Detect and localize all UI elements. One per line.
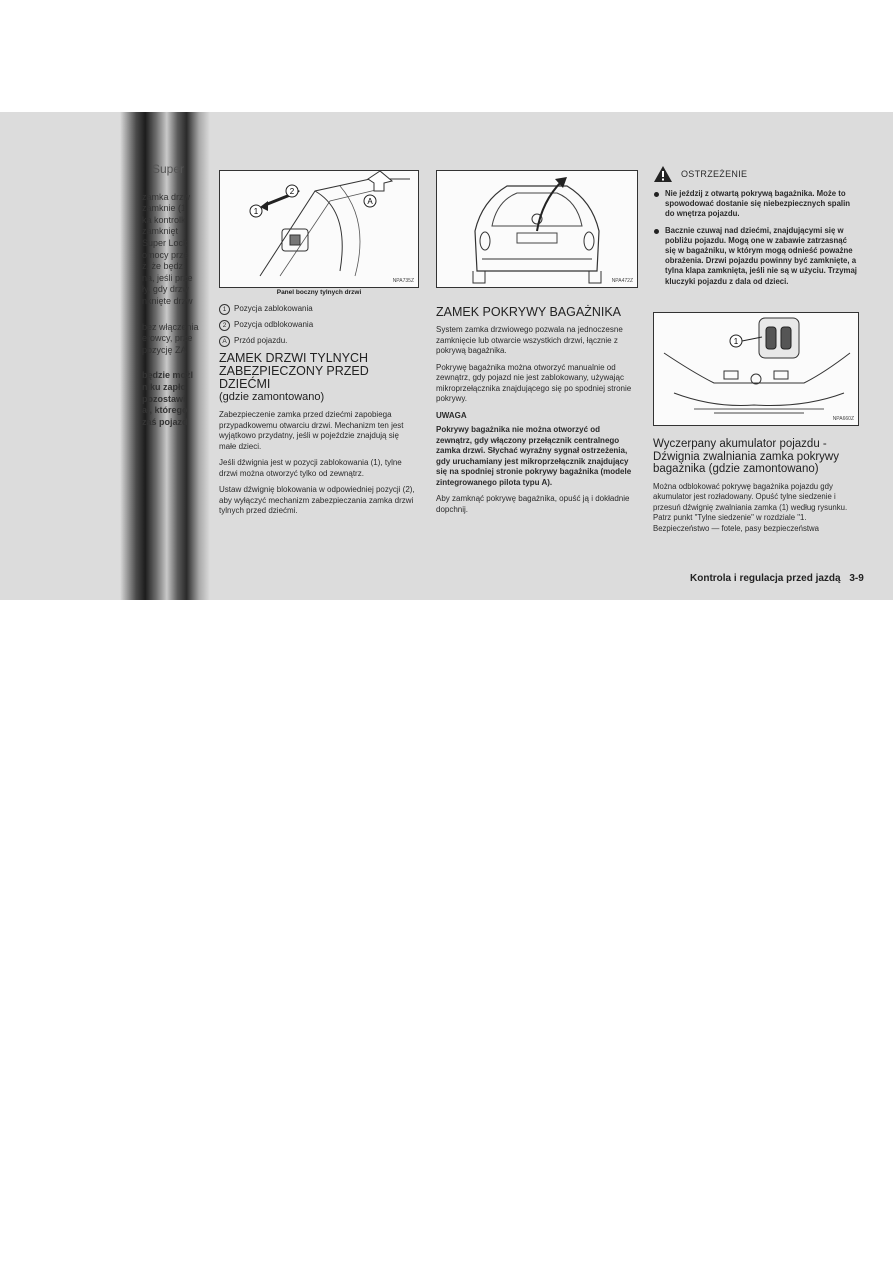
left-line: zamknięt: [142, 226, 179, 237]
legend-marker: A: [219, 336, 230, 347]
legend-item: [219, 320, 417, 331]
middle-column: [436, 306, 636, 521]
left-page-heading: Super: [152, 162, 185, 176]
trunk-figure: [436, 170, 638, 288]
left-line: niku zapło: [142, 381, 187, 392]
left-line: ż, że będz: [142, 261, 184, 272]
door-panel-illustration: [220, 171, 418, 287]
left-line: ka kontrolk: [142, 214, 186, 225]
fig1-code: NPA735Z: [392, 278, 414, 284]
child-lock-subtitle: (gdzie zamontowano): [219, 391, 325, 403]
release-lever-figure: [653, 312, 859, 426]
car-rear-illustration: [437, 171, 637, 287]
trunk-lock-paragraph: System zamka drzwiowego pozwala na jednoczesne zamknięcie lub otwarcie wszystkich drzwi, łącznie z pokrywą bagażnika.: [436, 325, 623, 355]
left-line: erowcy, prze: [142, 333, 193, 344]
left-line: ły, gdy drzw: [142, 284, 189, 295]
page-footer: [690, 573, 864, 584]
left-line: bez włączenia: [142, 321, 199, 332]
warning-header: [653, 165, 857, 183]
battery-section: [653, 438, 857, 540]
left-line: zamknie (1: [142, 203, 187, 214]
trunk-floor-illustration: [654, 313, 858, 425]
legend-marker: 1: [219, 304, 230, 315]
fig2-code: NPA472Z: [611, 278, 633, 284]
child-lock-paragraph: Jeśli dźwignia jest w pozycji zablokowania (1), tylne drzwi można otworzyć tylko od zewnątrz.: [219, 458, 402, 478]
note-text: Pokrywy bagażnika nie można otworzyć od zewnątrz, gdy włączony przełącznik centralnego zamka drzwi. Słychać wyraźny sygnał ostrzeżenia, gdy uruchamiany jest mikroprzełącznik znajdujący się na spodniej stronie pokrywy bagażnika (modele zintegrowanego pilota typu A).: [436, 425, 632, 487]
left-line: zaś pojazd: [142, 416, 188, 427]
warning-item: Bacznie czuwaj nad dziećmi, znajdującymi się w pobliżu pojazdu. Mogą one w zabawie zatrzasnąć się w bagażniku, w którym mogą odnieść poważne obrażenia. Drzwi pojazdu powinny być zamknięte, a tylna klapa zamknięta, jeśli nie są w użyciu. Trzymaj kluczyki pojazdu z dala od dzieci.: [653, 226, 857, 287]
trunk-lock-paragraph: Pokrywę bagażnika można otworzyć manualnie od zewnątrz, gdy pojazd nie jest zablokowany, używając mikroprzełącznika znajdującego się po spodniej stronie pokrywy.: [436, 362, 632, 403]
legend-item: [219, 336, 417, 347]
legend-text: Przód pojazdu.: [234, 336, 288, 346]
fig1-marker-2: 2: [289, 187, 295, 196]
left-line: na, jeśli prze: [142, 272, 193, 283]
page-number: 3-9: [849, 573, 864, 584]
footer-title: Kontrola i regulacja przed jazdą: [690, 573, 841, 584]
right-column: [653, 165, 857, 293]
warning-item: Nie jeździj z otwartą pokrywą bagażnika. Może to spowodować dostanie się niebezpiecznych spalin do wnętrza pojazdu.: [653, 189, 857, 220]
left-page-strip: [142, 160, 204, 480]
trunk-lock-paragraph: Aby zamknąć pokrywę bagażnika, opuść ją i dokładnie dopchnij.: [436, 494, 630, 514]
fig1-caption: Panel boczny tylnych drzwi: [276, 289, 362, 296]
left-line: omocy prze: [142, 249, 189, 260]
battery-paragraph: Można odblokować pokrywę bagażnika pojazdu gdy akumulator jest rozładowany. Opuść tylne siedzenie i przesuń dźwignię zwalniania zamka (1) według rysunku. Patrz punkt "Tylne siedzenie" w rozdziale "1. Bezpieczeństwo — fotele, pasy bezpieczeństwa: [653, 481, 848, 533]
left-line: pozostawi: [142, 393, 186, 404]
child-lock-title: ZAMEK DRZWI TYLNYCH ZABEZPIECZONY PRZED DZIEĆMI: [219, 351, 369, 391]
warning-triangle-icon: [653, 165, 673, 183]
left-line: zamka drzw: [142, 191, 191, 202]
legend-text: Pozycja odblokowania: [234, 320, 314, 330]
trunk-lock-title: ZAMEK POKRYWY BAGAŻNIKA: [436, 305, 621, 319]
left-line: pozycję ZA: [142, 344, 187, 355]
legend-text: Pozycja zablokowania: [234, 304, 313, 314]
legend-item: [219, 304, 417, 315]
left-line: będzie możl: [142, 370, 194, 381]
fig3-marker-1: 1: [733, 337, 739, 346]
fig1-marker-a: A: [367, 197, 373, 206]
child-lock-paragraph: Ustaw dźwignię blokowania w odpowiedniej pozycji (2), aby wyłączyć mechanizm zabezpieczania zamka drzwi tylnych przed dziećmi.: [219, 485, 415, 515]
left-column: [219, 304, 417, 523]
fig1-marker-1: 1: [253, 207, 259, 216]
note-label: UWAGA: [436, 410, 467, 420]
left-line: ał, którego: [142, 405, 188, 416]
door-panel-figure: [219, 170, 419, 288]
warning-list: [653, 189, 857, 287]
legend-marker: 2: [219, 320, 230, 331]
warning-title: OSTRZEŻENIE: [681, 168, 748, 179]
left-line: nknięte drzw: [142, 295, 193, 306]
battery-title: Wyczerpany akumulator pojazdu - Dźwignia zwalniania zamka pokrywy bagażnika (gdzie zamontowano): [653, 438, 839, 475]
fig3-code: NPA660Z: [832, 416, 854, 422]
child-lock-paragraph: Zabezpieczenie zamka przed dziećmi zapobiega przypadkowemu otwarciu drzwi. Mechanizm ten jest wyjątkowo przydatny, jeśli w pojeździe znajdują się małe dzieci.: [219, 410, 404, 451]
left-line: Super Lock: [142, 237, 188, 248]
